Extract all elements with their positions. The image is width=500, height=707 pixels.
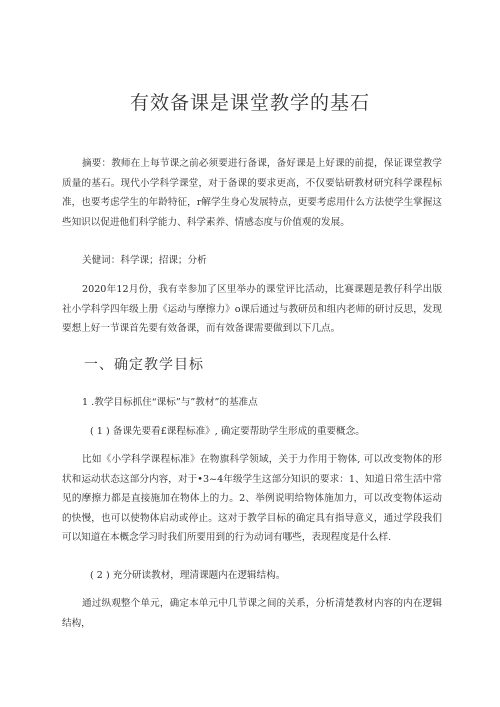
body-paragraph-1: 比如《小学科学课程标准》在物旗科学领域，关于力作用于物体, 可以改变物体的形状和运动状态这部分内容，对于•3~4年级学生这部分知识的要求：1、知道日常生活中常见的摩擦力都是直接施加在物体上的力。2、举例说明给物体施加力，可以改变物体运动的快慢，也可以使物体启动或停止。这对于教学目标的确定具有指导意义，通过学段我们可以知道在本概念学习时我们所要用到的行为动词有哪些，表现程度是什么样. — [62, 454, 442, 543]
subpoint-heading-2: ( 2 ) 充分研读教材，理清课题内在逻辑结构。 — [90, 570, 286, 581]
keywords-line: 关健词：科学课；招课；分析 — [82, 255, 207, 266]
body-paragraph-2: 通过纵观整个单元，确定本单元中几节课之间的关系，分析清楚教材内容的内在逻辑结构， — [62, 598, 442, 629]
abstract-paragraph: 摘要：教师在上每节课之前必须要进行备课，备好课是上好课的前提，保证课堂教学质量的基石。现代小学科学课堂，对于备课的要求更高，不仅要钻研教材研究科学课程标准，也要考虑学生的年龄特征，r解学生身心发展特点，更要考虑用什么方法使学生掌握这些知识以促进他们科学能力、科学素养、情感态度与价值观的发展。 — [62, 158, 442, 228]
point-heading-1: 1 .教学目标抓住“课标”与”教材”的基准点 — [82, 397, 258, 408]
intro-paragraph: 2020年12月份，我有幸参加了区里举办的课堂评比活动，比赛课题是教仔科学出版社小学科学四年级上册《运动与摩擦力》o课后通过与教研员和组内老师的研讨反思，发现要想上好一节课首先要有效备课，而有效备课需要做到以下几点。 — [62, 284, 442, 334]
section-heading-1: 一、确定教学目标 — [84, 357, 204, 373]
document-title: 有效备课是课堂教学的基石 — [129, 92, 370, 114]
subpoint-heading-1: ( 1 ) 备课先要看£课程标准》, 确定要帮助学生形成的重要概念。 — [90, 426, 365, 437]
